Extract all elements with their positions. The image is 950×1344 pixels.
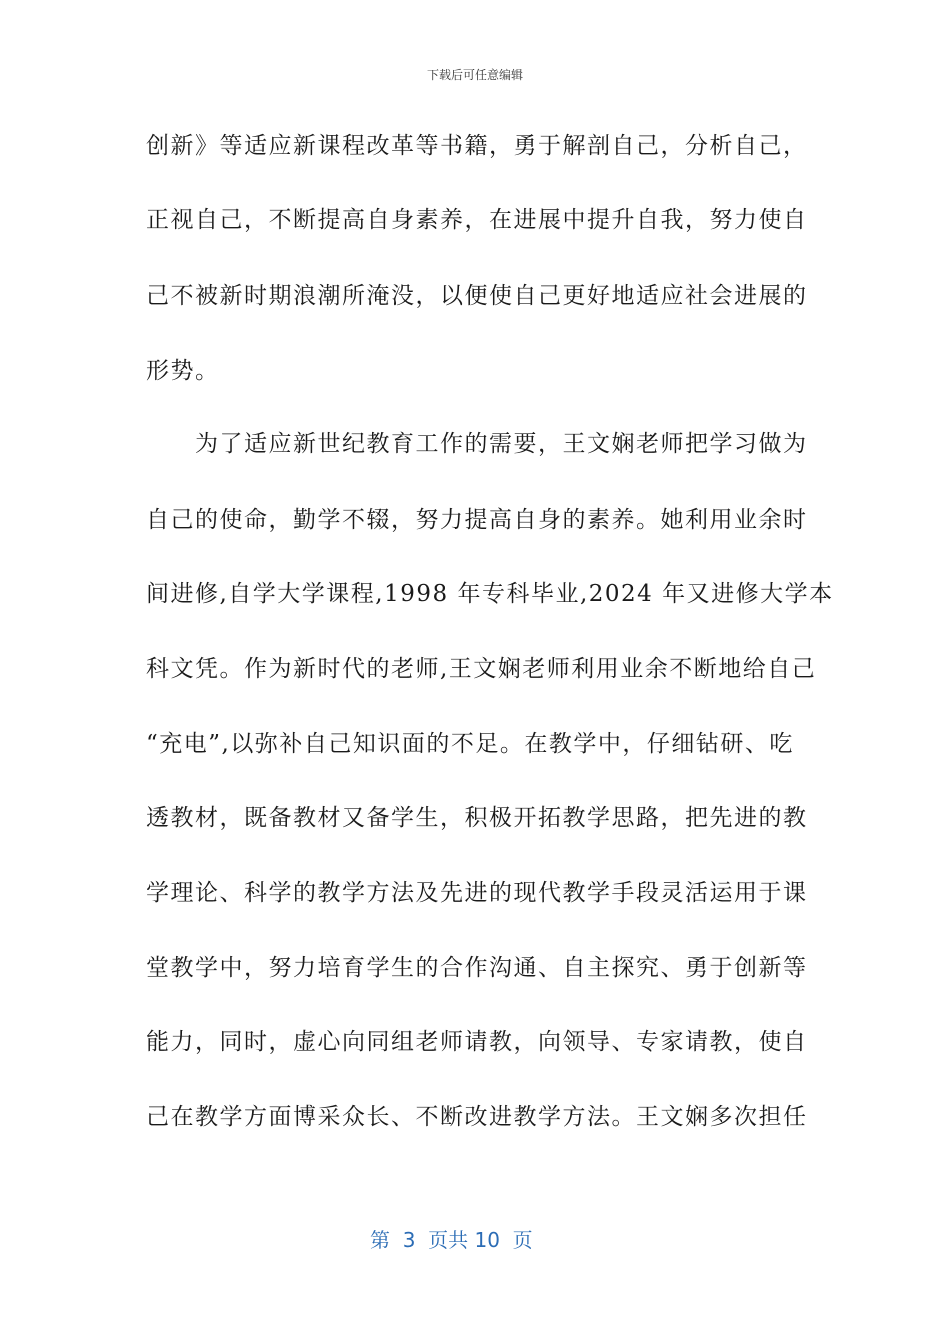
text-line: 间进修,自学大学课程,1998 年专科毕业,2024 年又进修大学本 — [146, 581, 834, 607]
text-line: 学理论、科学的教学方法及先进的现代教学手段灵活运用于课 — [146, 880, 808, 906]
text-line: 己在教学方面博采众长、不断改进教学方法。王文娴多次担任 — [146, 1104, 808, 1130]
text-line: 堂教学中，努力培育学生的合作沟通、自主探究、勇于创新等 — [146, 955, 808, 981]
page-number: 第 3 页共 10 页 — [370, 1228, 533, 1252]
page-header: 下载后可任意编辑 — [426, 68, 523, 82]
text-line: 自己的使命，勤学不辍，努力提高自身的素养。她利用业余时 — [146, 507, 808, 533]
text-line: 为了适应新世纪教育工作的需要，王文娴老师把学习做为 — [146, 431, 808, 457]
text-line: 能力，同时，虚心向同组老师请教，向领导、专家请教，使自 — [146, 1029, 808, 1055]
text-line: 己不被新时期浪潮所淹没，以便使自己更好地适应社会进展的 — [146, 283, 808, 309]
text-line: “充电”,以弥补自己知识面的不足。在教学中，仔细钻研、吃 — [146, 731, 794, 757]
text-line: 科文凭。作为新时代的老师,王文娴老师利用业余不断地给自己 — [146, 656, 817, 682]
text-line: 创新》等适应新课程改革等书籍，勇于解剖自己，分析自己， — [146, 133, 808, 159]
text-line: 透教材，既备教材又备学生，积极开拓教学思路，把先进的教 — [146, 805, 808, 831]
text-line: 形势。 — [146, 358, 220, 384]
text-line: 正视自己，不断提高自身素养，在进展中提升自我，努力使自 — [146, 207, 808, 233]
